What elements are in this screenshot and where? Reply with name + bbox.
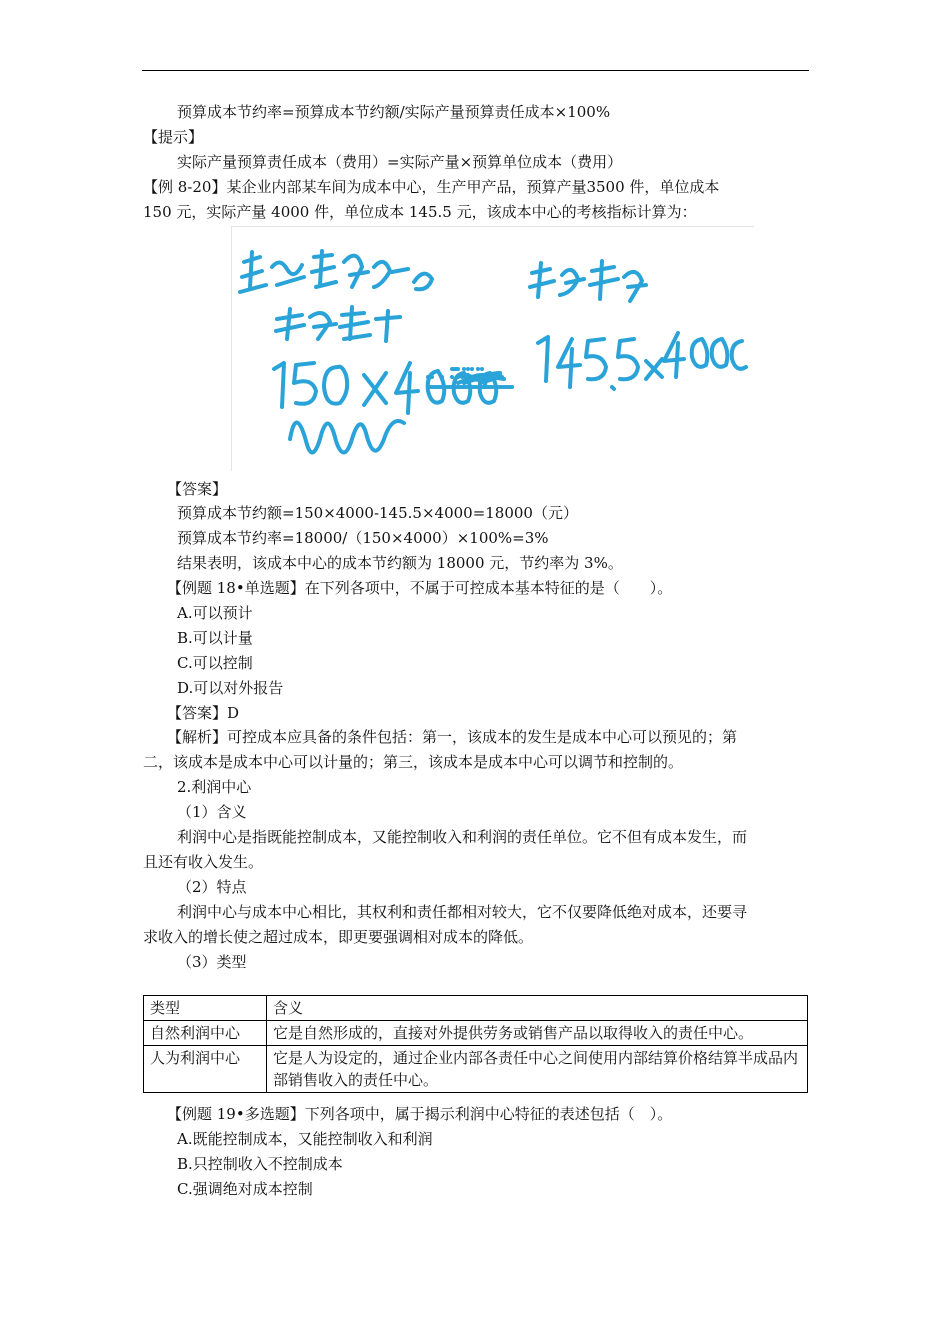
answer-saving-rate: 预算成本节约率=18000/（150×4000）×100%=3% [177,529,549,547]
profit-center-types-table [143,995,808,1093]
hint-formula: 实际产量预算责任成本（费用）=实际产量×预算单位成本（费用） [177,153,623,171]
example-8-20-line-1: 【例 8-20】某企业内部某车间为成本中心，生产甲产品，预算产量3500 件，单位成本 [143,178,720,196]
features-line-2: 求收入的增长使之超过成本，即更要强调相对成本的降低。 [143,928,534,946]
table-cell: 它是人为设定的，通过企业内部各责任中心之间使用内部结算价格结算半成品内部销售收入的责任中心。 [267,1046,808,1093]
example-8-20-line-2: 150 元，实际产量 4000 件，单位成本 145.5 元，该成本中心的考核指标计算为： [143,203,697,221]
subsection-types: （3）类型 [177,953,247,971]
answer-saving-amount: 预算成本节约额=150×4000-145.5×4000=18000（元） [177,504,578,522]
hint-label: 【提示】 [143,128,204,146]
table-header-row [144,996,808,1021]
table-header-cell: 类型 [144,996,267,1021]
answer-conclusion: 结果表明，该成本中心的成本节约额为 18000 元，节约率为 3%。 [177,554,623,572]
header-rule [142,70,809,71]
q18-option-d: D.可以对外报告 [177,679,284,697]
subsection-features: （2）特点 [177,878,247,896]
handwriting-svg [232,227,754,471]
formula-saving-rate: 预算成本节约率=预算成本节约额/实际产量预算责任成本×100% [177,103,611,121]
table-row [144,1046,808,1093]
q18-option-a: A.可以预计 [177,604,253,622]
q19-option-a: A.既能控制成本，又能控制收入和利润 [177,1130,433,1148]
question-18: 【例题 18•单选题】在下列各项中，不属于可控成本基本特征的是（ ）。 [167,579,673,597]
q18-option-c: C.可以控制 [177,654,253,672]
subsection-meaning: （1）含义 [177,803,247,821]
q19-option-c: C.强调绝对成本控制 [177,1180,313,1198]
table-cell: 自然利润中心 [144,1021,267,1046]
meaning-line-2: 且还有收入发生。 [143,853,264,871]
table-header-cell: 含义 [267,996,808,1021]
q18-option-b: B.可以计量 [177,629,253,647]
q18-analysis-line-1: 【解析】可控成本应具备的条件包括：第一，该成本的发生是成本中心可以预见的；第 [167,728,738,746]
answer-label-1: 【答案】 [167,480,228,498]
table-cell: 人为利润中心 [144,1046,267,1093]
meaning-line-1: 利润中心是指既能控制成本，又能控制收入和利润的责任单位。它不但有成本发生，而 [177,828,748,846]
q19-option-b: B.只控制收入不控制成本 [177,1155,343,1173]
table-cell: 它是自然形成的，直接对外提供劳务或销售产品以取得收入的责任中心。 [267,1021,808,1046]
q18-analysis-line-2: 二，该成本是成本中心可以计量的；第三，该成本是成本中心可以调节和控制的。 [143,753,684,771]
features-line-1: 利润中心与成本中心相比，其权利和责任都相对较大，它不仅要降低绝对成本，还要寻 [177,903,748,921]
question-19: 【例题 19•多选题】下列各项中，属于揭示利润中心特征的表述包括（ ）。 [167,1105,673,1123]
q18-answer: 【答案】D [167,704,240,722]
table-row [144,1021,808,1046]
handwriting-image [231,226,754,471]
section-profit-center: 2.利润中心 [177,778,252,796]
